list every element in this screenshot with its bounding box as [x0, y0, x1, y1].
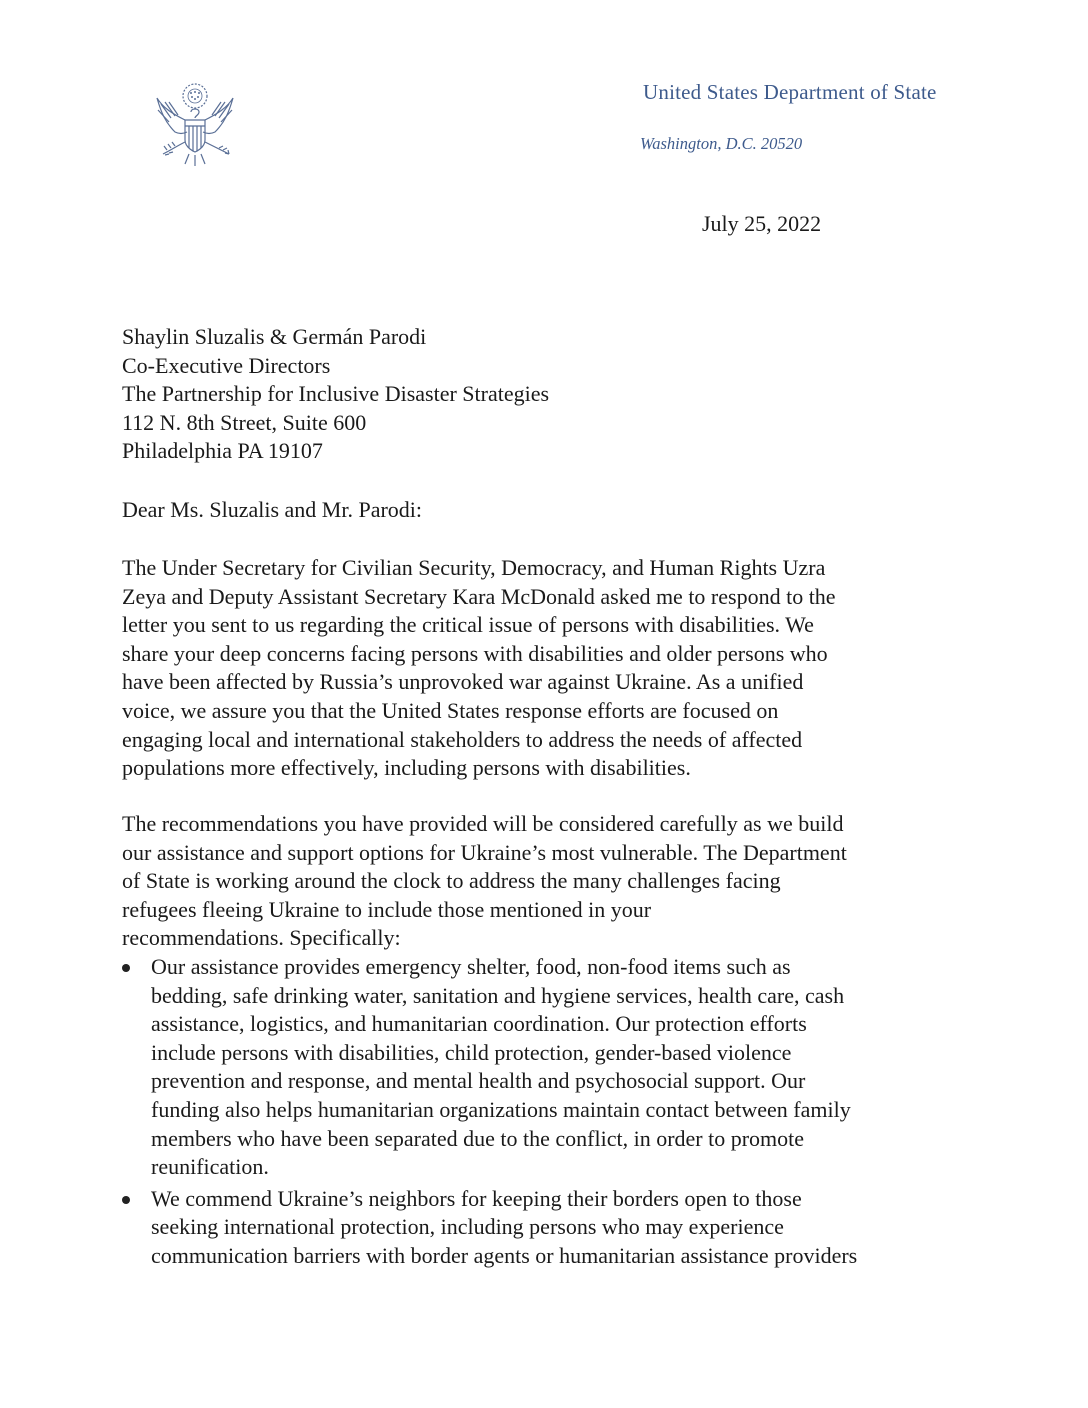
bullet-line: funding also helps humanitarian organizations maintain contact between family [151, 1096, 851, 1122]
recipient-names: Shaylin Sluzalis & Germán Parodi [122, 324, 427, 349]
letterhead-city: Washington, D.C. 20520 [640, 134, 803, 153]
recipient-street: 112 N. 8th Street, Suite 600 [122, 409, 367, 435]
paragraph-line: share your deep concerns facing persons with disabilities and older persons who [122, 640, 828, 666]
bullet-item-neighbors [122, 1185, 962, 1271]
paragraph-line: our assistance and support options for Ukraine’s most vulnerable. The Department [122, 839, 847, 865]
paragraph-line: of State is working around the clock to address the many challenges facing [122, 868, 781, 894]
bullet-line: communication barriers with border agents or humanitarian assistance providers [151, 1242, 858, 1268]
paragraph-line: recommendations. Specifically: [122, 925, 401, 951]
recipient-city: Philadelphia PA 19107 [122, 438, 323, 464]
paragraph-line: letter you sent to us regarding the critical issue of persons with disabilities. We [122, 612, 814, 638]
paragraph-line: populations more effectively, including persons with disabilities. [122, 755, 691, 781]
bullet-dot-icon [122, 964, 130, 972]
paragraph-line: refugees fleeing Ukraine to include those mentioned in your [122, 896, 652, 922]
paragraph-line: have been affected by Russia’s unprovoked war against Ukraine. As a unified [122, 669, 804, 695]
body-paragraph-1 [122, 554, 952, 783]
bullet-line: reunification. [151, 1154, 269, 1180]
recipient-address [122, 323, 549, 466]
bullet-line: include persons with disabilities, child protection, gender-based violence [151, 1039, 792, 1065]
bullet-list [122, 953, 962, 1271]
paragraph-line: engaging local and international stakeholders to address the needs of affected [122, 726, 803, 752]
letter-date: July 25, 2022 [702, 211, 822, 236]
bullet-dot-icon [122, 1196, 130, 1204]
bullet-line: We commend Ukraine’s neighbors for keeping their borders open to those [151, 1185, 802, 1211]
bullet-line: assistance, logistics, and humanitarian coordination. Our protection efforts [151, 1011, 807, 1037]
paragraph-line: The recommendations you have provided will be considered carefully as we build [122, 811, 844, 836]
state-department-seal-icon [145, 78, 245, 178]
paragraph-line: The Under Secretary for Civilian Security, Democracy, and Human Rights Uzra [122, 555, 826, 580]
salutation: Dear Ms. Sluzalis and Mr. Parodi: [122, 497, 423, 522]
bullet-line: members who have been separated due to the conflict, in order to promote [151, 1125, 805, 1151]
recipient-title: Co-Executive Directors [122, 352, 331, 378]
body-paragraph-2 [122, 810, 952, 953]
recipient-organization: The Partnership for Inclusive Disaster Strategies [122, 381, 550, 407]
bullet-line: bedding, safe drinking water, sanitation and hygiene services, health care, cash [151, 982, 845, 1008]
bullet-item-assistance [122, 953, 962, 1182]
bullet-line: prevention and response, and mental health and psychosocial support. Our [151, 1068, 806, 1094]
letterhead-organization: United States Department of State [643, 80, 937, 104]
bullet-line: Our assistance provides emergency shelter, food, non-food items such as [151, 954, 791, 979]
paragraph-line: voice, we assure you that the United States response efforts are focused on [122, 697, 779, 723]
bullet-line: seeking international protection, including persons who may experience [151, 1214, 784, 1240]
paragraph-line: Zeya and Deputy Assistant Secretary Kara McDonald asked me to respond to the [122, 583, 836, 609]
